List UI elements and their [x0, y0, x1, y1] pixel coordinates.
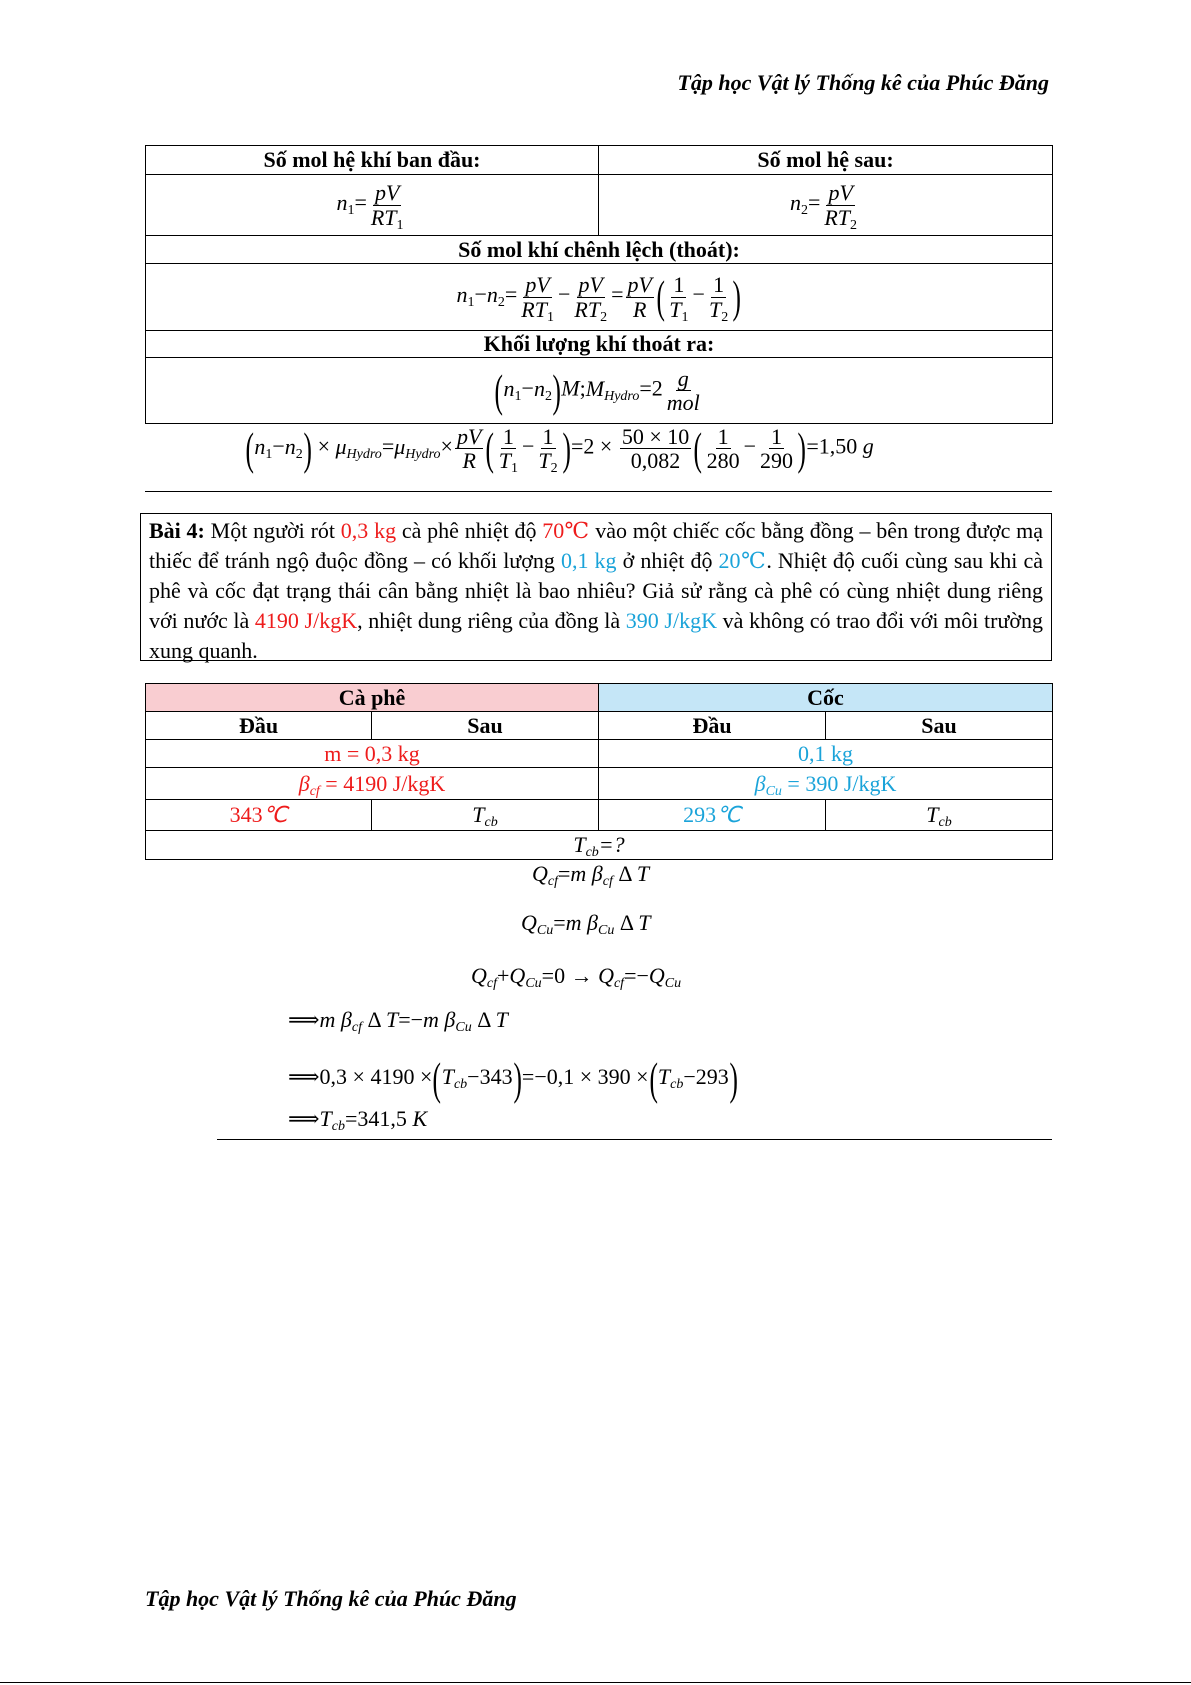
- coffee-header: Cà phê: [146, 684, 599, 712]
- balance-equation: $Q_{cf}+Q_{Cu}=0 \to Q_{cf}=-Q_{Cu}$: [471, 963, 682, 991]
- answer-value: =341,5: [345, 1106, 407, 1131]
- cup-heat-value: = 390 J/kgK: [787, 770, 897, 796]
- cup-header: Cốc: [599, 684, 1053, 712]
- problem-text-3: vào một chiếc cốc bằng đồng – bên trong được mạ thiếc để tránh ngộ đuộc đồng – có khối lượng: [149, 518, 1044, 573]
- coffee-heat-value: = 4190 J/kgK: [325, 770, 446, 796]
- water-heat: 4190 J/kgK: [254, 608, 358, 633]
- coffee-mass-cell: m = 0,3 kg: [146, 740, 599, 768]
- pv-num: 50 × 10: [621, 424, 690, 449]
- qcu-equation: $Q_{Cu}=m$ $\beta_{Cu}$ Δ T: [521, 910, 651, 938]
- cup-initial-label: Đầu: [599, 712, 826, 740]
- unit-g: g: [677, 365, 689, 391]
- difference-formula: $n_1-n_2=$ $\frac{pV}{RT_1}$ − $\frac{pV}{RT_2}$ = $\frac{pV}{R}$ ( $\frac{1}{T_1}$ − $\frac{1}{T_2}$ ): [146, 264, 1053, 331]
- cup-t0: 293: [683, 802, 717, 827]
- cup-tcb-cell: $T_{cb}$: [826, 800, 1053, 831]
- r-den: 0,082: [630, 448, 681, 474]
- difference-label: Số mol khí chênh lệch (thoát):: [146, 236, 1053, 264]
- step2-part-c: =−0,1 × 390 ×: [521, 1064, 649, 1090]
- t2-value: 290: [760, 448, 794, 474]
- problem-statement: [140, 513, 1052, 661]
- escaped-mass-label: Khối lượng khí thoát ra:: [146, 331, 1053, 358]
- cup-final-label: Sau: [826, 712, 1053, 740]
- bottom-rule: [0, 1682, 1191, 1683]
- cup-heat-cell: $\beta_{Cu} = 390$ J/kgK: [599, 768, 1053, 800]
- t1-value: 280: [706, 448, 740, 474]
- coffee-t0: 343: [229, 802, 263, 827]
- coffee-t0-unit: ℃: [262, 802, 288, 827]
- gas-result-equation: $(n_1-n_2) \times \mu_{Hydro}=\mu_{Hydro}\times$ $\frac{pV}{R}$ ( $\frac{1}{T_1}$ − $\frac{1}{T_2}$ )=2 × $\frac{50 \times 10}{0,082}$ ( $\frac{1}{280}$ − $\frac{1}{290}$ )=1,50 g: [245, 422, 874, 477]
- cup-mass-cell: 0,1 kg: [599, 740, 1053, 768]
- unknown-cell: $T_{cb}=$?: [146, 831, 1053, 860]
- problem-text-2: cà phê nhiệt độ: [401, 518, 537, 543]
- coffee-initial-label: Đầu: [146, 712, 372, 740]
- rule-1: [145, 491, 1052, 492]
- page-footer: Tập học Vật lý Thống kê của Phúc Đăng: [145, 1586, 517, 1611]
- problem-text-4: ở nhiệt độ: [622, 548, 713, 573]
- coffee-final-label: Sau: [372, 712, 599, 740]
- cup-mass: 0,1 kg: [560, 548, 617, 573]
- coffee-t0-cell: [146, 800, 372, 831]
- copper-heat: 390 J/kgK: [625, 608, 717, 633]
- n1-formula: $n_1=$ $\frac{pV}{RT_1}$: [146, 175, 599, 236]
- gas-table: [145, 145, 1053, 424]
- answer-equation: $⟹T_{cb}=341,5$ K: [288, 1106, 428, 1134]
- step-equation-2: ⟹0,3 × $4190 \times(T_{cb}-343)=-0,1 \times 390 \times(T_{cb}-293)$: [288, 1053, 738, 1104]
- hydro-molar-mass: 2: [651, 375, 663, 401]
- unit-mol: mol: [666, 390, 700, 415]
- initial-moles-label: Số mol hệ khí ban đầu:: [146, 146, 599, 175]
- heat-table: [145, 683, 1053, 860]
- problem-text-7: và không có trao đổi với môi trường xung quanh.: [149, 608, 1044, 663]
- coffee-tcb-cell: $T_{cb}$: [372, 800, 599, 831]
- problem-text-5: . Nhiệt độ cuối cùng sau khi cà phê và cốc đạt trạng thái cân bằng nhiệt là bao nhiêu? Giả sử rằng cà phê có cùng nhiệt dung riêng với nước là: [149, 548, 1043, 633]
- n2-formula: $n_2=$ $\frac{pV}{RT_2}$: [599, 175, 1053, 236]
- qcf-equation: $Q_{cf}=m$ $\beta_{cf}$ Δ T: [532, 861, 650, 889]
- step2-part-b: −343: [467, 1064, 513, 1090]
- step-equation-1: ⟹m $\beta_{cf}$ Δ T=−m $\beta_{Cu}$ Δ T: [288, 1007, 508, 1035]
- cup-t0-unit: ℃: [716, 802, 741, 827]
- escaped-mass-formula: $(n_1-n_2)M;M_{Hydro}=2$ $\frac{g}{\text{mol}}$: [146, 358, 1053, 424]
- coef: 2: [583, 433, 595, 459]
- gas-result-value: 1,50: [818, 433, 858, 459]
- step2-part-a: 0,3 × 4190 ×: [319, 1064, 433, 1090]
- answer-unit: K: [412, 1106, 428, 1131]
- coffee-heat-cell: $\beta_{cf} = 4190$ J/kgK: [146, 768, 599, 800]
- cup-temp: 20℃: [718, 548, 767, 573]
- gas-result-unit: g: [862, 433, 874, 459]
- cup-t0-cell: [599, 800, 826, 831]
- problem-text-1: Một người rót: [210, 518, 336, 543]
- unknown-mark: =?: [598, 832, 625, 857]
- step2-part-d: −293: [683, 1064, 729, 1090]
- final-moles-label: Số mol hệ sau:: [599, 146, 1053, 175]
- problem-label: Bài 4:: [149, 518, 205, 543]
- problem-text-6: , nhiệt dung riêng của đồng là: [357, 608, 621, 633]
- page-header: Tập học Vật lý Thống kê của Phúc Đăng: [677, 70, 1049, 95]
- coffee-mass: 0,3 kg: [340, 518, 397, 543]
- coffee-temp: 70℃: [542, 518, 590, 543]
- rule-2: [217, 1139, 1052, 1140]
